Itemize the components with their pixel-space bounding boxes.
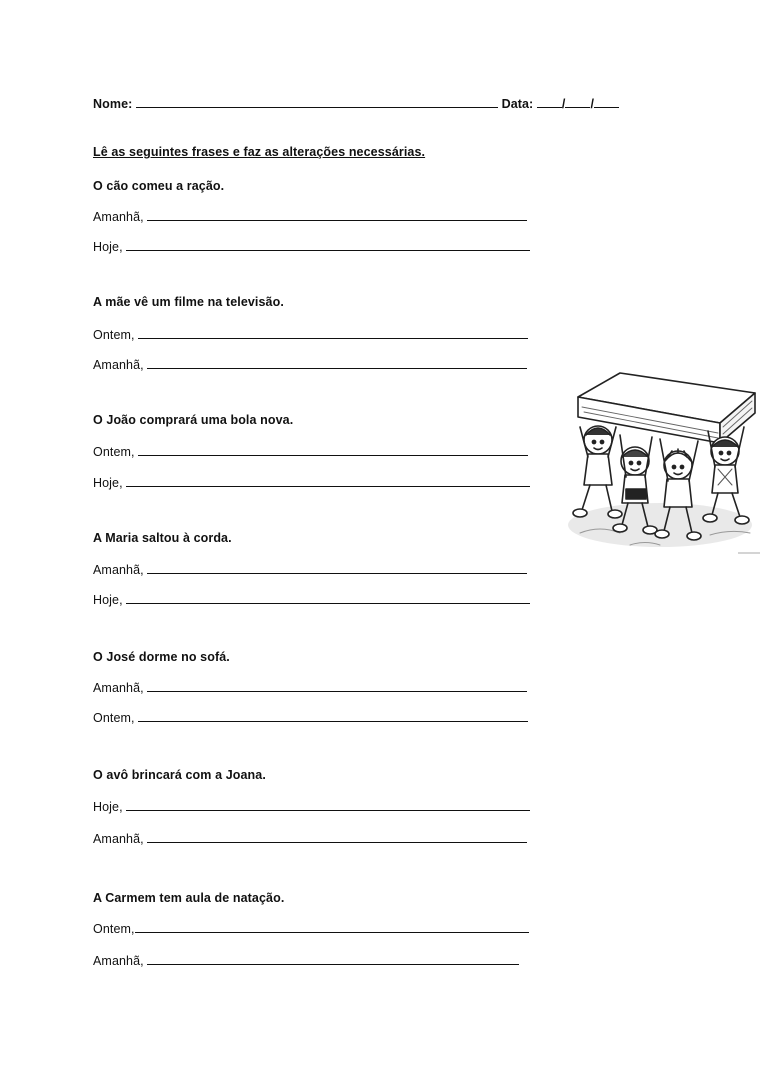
exercise-sentence: A mãe vê um filme na televisão.: [93, 295, 284, 309]
answer-field[interactable]: [147, 830, 527, 843]
prompt-label: Ontem,: [93, 711, 135, 725]
exercise-sentence: A Carmem tem aula de natação.: [93, 891, 285, 905]
answer-line: [93, 952, 519, 969]
header-row: [93, 95, 619, 112]
answer-line: [93, 830, 527, 847]
date-month-field[interactable]: [565, 95, 590, 108]
date-year-field[interactable]: [594, 95, 619, 108]
prompt-label: Amanhã,: [93, 954, 144, 968]
exercise-sentence: O avô brincará com a Joana.: [93, 768, 266, 782]
answer-field[interactable]: [126, 591, 530, 604]
exercise-sentence: A Maria saltou à corda.: [93, 531, 232, 545]
answer-line: [93, 709, 528, 726]
prompt-label: Amanhã,: [93, 210, 144, 224]
name-field[interactable]: [136, 95, 498, 108]
prompt-label: Ontem,: [93, 445, 135, 459]
answer-field[interactable]: [126, 238, 530, 251]
answer-line: [93, 591, 530, 608]
answer-line: [93, 561, 527, 578]
name-label: Nome:: [93, 97, 133, 111]
prompt-label: Hoje,: [93, 476, 123, 490]
prompt-label: Hoje,: [93, 800, 123, 814]
answer-field[interactable]: [147, 679, 527, 692]
prompt-label: Amanhã,: [93, 358, 144, 372]
answer-line: [93, 679, 527, 696]
answer-line: [93, 474, 530, 491]
prompt-label: Amanhã,: [93, 681, 144, 695]
prompt-label: Ontem,: [93, 328, 135, 342]
date-label: Data:: [501, 97, 534, 111]
exercise-sentence: O João comprará uma bola nova.: [93, 413, 294, 427]
prompt-label: Hoje,: [93, 593, 123, 607]
prompt-label: Hoje,: [93, 240, 123, 254]
date-day-field[interactable]: [537, 95, 562, 108]
answer-field[interactable]: [138, 326, 528, 339]
answer-line: [93, 238, 530, 255]
children-carrying-book-icon: [560, 365, 765, 560]
answer-line: [93, 208, 527, 225]
prompt-label: Ontem,: [93, 922, 135, 936]
answer-line: [93, 798, 530, 815]
answer-field[interactable]: [147, 208, 527, 221]
answer-field[interactable]: [147, 561, 527, 574]
answer-line: [93, 443, 528, 460]
answer-line: [93, 920, 529, 937]
answer-field[interactable]: [147, 952, 519, 965]
answer-field[interactable]: [147, 356, 527, 369]
answer-line: [93, 356, 527, 373]
exercise-sentence: O cão comeu a ração.: [93, 179, 225, 193]
exercise-sentence: O José dorme no sofá.: [93, 650, 230, 664]
prompt-label: Amanhã,: [93, 563, 144, 577]
prompt-label: Amanhã,: [93, 832, 144, 846]
instruction: Lê as seguintes frases e faz as alterações necessárias.: [93, 145, 426, 159]
answer-field[interactable]: [138, 709, 528, 722]
answer-field[interactable]: [126, 798, 530, 811]
answer-field[interactable]: [135, 920, 529, 933]
date-separator: /: [561, 97, 566, 111]
date-separator: /: [590, 97, 595, 111]
answer-line: [93, 326, 528, 343]
answer-field[interactable]: [138, 443, 528, 456]
answer-field[interactable]: [126, 474, 530, 487]
